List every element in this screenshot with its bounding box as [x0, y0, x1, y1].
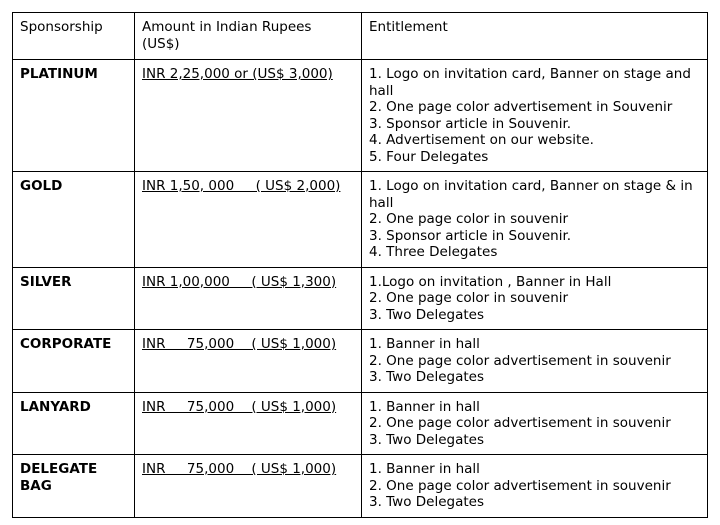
tier-cell [13, 392, 135, 455]
amount-cell [135, 267, 362, 330]
entitlement-item: 1. Logo on invitation card, Banner on stage and hall [369, 66, 691, 99]
entitlement-cell [362, 60, 708, 172]
amount-text: INR 75,000 ( US$ 1,000) [142, 336, 337, 352]
table-row [13, 172, 708, 268]
header-amount-line1: Amount in Indian Rupees [142, 19, 312, 35]
entitlement-cell [362, 172, 708, 268]
entitlement-item: 1. Banner in hall [369, 461, 480, 477]
table-row [13, 455, 708, 518]
amount-cell [135, 172, 362, 268]
table-row [13, 330, 708, 393]
entitlement-item: 3. Two Delegates [369, 306, 485, 323]
amount-cell [135, 330, 362, 393]
entitlement-item: 4. Advertisement on our website. [369, 132, 594, 148]
table-row [13, 60, 708, 172]
tier-name: SILVER [20, 273, 72, 290]
table-row [13, 392, 708, 455]
entitlement-cell [362, 330, 708, 393]
header-sponsorship-text: Sponsorship [20, 19, 103, 35]
entitlement-item: 2. One page color in souvenir [369, 290, 569, 306]
entitlement-item: 1. Logo on invitation card, Banner on stage & in hall [369, 178, 693, 211]
tier-name: GOLD [20, 178, 63, 194]
amount-text: INR 75,000 ( US$ 1,000) [142, 461, 337, 477]
amount-text: INR 2,25,000 or (US$ 3,000) [142, 66, 333, 82]
entitlement-item: 2. One page color advertisement in souvenir [369, 415, 671, 431]
entitlement-item: 1. Banner in hall [369, 336, 480, 352]
amount-cell [135, 60, 362, 172]
sponsorship-table [12, 12, 708, 518]
entitlement-item: 2. One page color advertisement in Souvenir [369, 99, 673, 115]
tier-cell [13, 455, 135, 518]
header-sponsorship [13, 13, 135, 60]
tier-name: DELEGATE BAG [20, 461, 98, 494]
header-amount-line2: (US$) [142, 35, 180, 52]
entitlement-item: 1.Logo on invitation , Banner in Hall [369, 273, 612, 290]
entitlement-item: 2. One page color advertisement in souvenir [369, 352, 671, 369]
entitlement-item: 3. Two Delegates [369, 431, 485, 448]
entitlement-cell [362, 455, 708, 518]
header-amount [135, 13, 362, 60]
entitlement-item: 4. Three Delegates [369, 244, 498, 260]
amount-cell [135, 392, 362, 455]
entitlement-item: 3. Sponsor article in Souvenir. [369, 115, 572, 132]
tier-name: CORPORATE [20, 336, 112, 352]
entitlement-item: 5. Four Delegates [369, 148, 489, 165]
tier-cell [13, 172, 135, 268]
table-row [13, 267, 708, 330]
entitlement-item: 2. One page color in souvenir [369, 211, 569, 227]
amount-text: INR 1,50, 000 ( US$ 2,000) [142, 178, 341, 194]
tier-name: PLATINUM [20, 66, 98, 82]
tier-name: LANYARD [20, 398, 91, 415]
header-entitlement [362, 13, 708, 60]
amount-text: INR 75,000 ( US$ 1,000) [142, 398, 337, 415]
amount-text: INR 1,00,000 ( US$ 1,300) [142, 273, 337, 290]
tier-cell [13, 60, 135, 172]
amount-cell [135, 455, 362, 518]
tier-cell [13, 267, 135, 330]
header-entitlement-text: Entitlement [369, 19, 448, 35]
entitlement-cell [362, 392, 708, 455]
entitlement-item: 3. Two Delegates [369, 369, 485, 385]
table-header-row [13, 13, 708, 60]
entitlement-cell [362, 267, 708, 330]
entitlement-item: 2. One page color advertisement in souvenir [369, 477, 671, 494]
tier-cell [13, 330, 135, 393]
entitlement-item: 1. Banner in hall [369, 398, 480, 415]
entitlement-item: 3. Sponsor article in Souvenir. [369, 227, 572, 244]
entitlement-item: 3. Two Delegates [369, 494, 485, 510]
